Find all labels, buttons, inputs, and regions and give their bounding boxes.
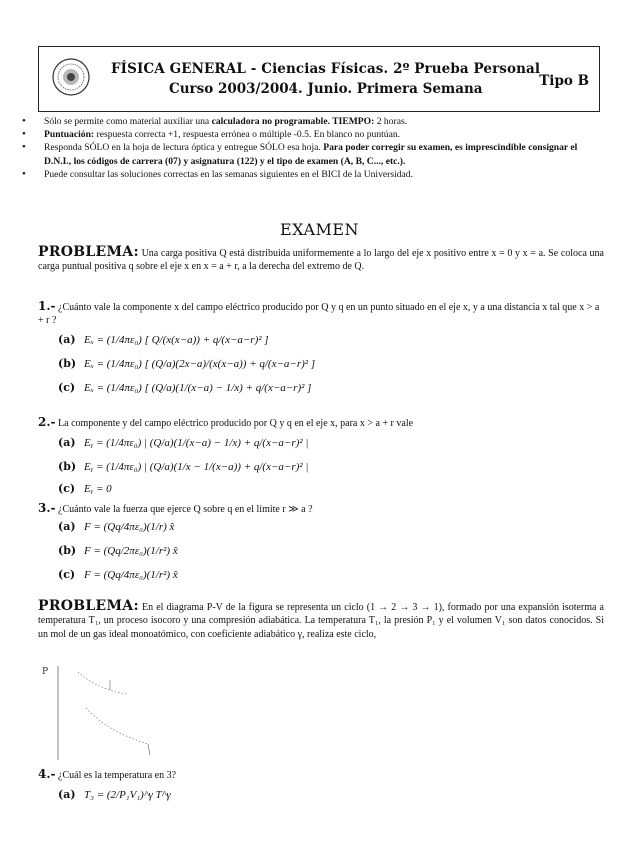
q2-option-a: (a) Eᵧ = (1/4πε₀) | (Q/a)(1/(x−a) − 1/x) + q/(x−a−r)² | bbox=[58, 436, 309, 449]
instruction-item: • Sólo se permite como material auxiliar una calculadora no programable. TIEMPO: 2 horas. bbox=[22, 115, 602, 128]
question-1: 1.- ¿Cuánto vale la componente x del campo eléctrico producido por Q y q en un punto situado en el eje x, y a una distancia x tal que x > a + r ? bbox=[38, 299, 600, 327]
q3-option-b: (b) F = (Qq/2πε₀)(1/r²) x̂ bbox=[58, 544, 178, 557]
question-4: 4.- ¿Cuál es la temperatura en 3? bbox=[38, 767, 177, 781]
pv-isotherm bbox=[78, 672, 128, 694]
pv-tick bbox=[148, 744, 150, 755]
q2-option-c: (c) Eᵧ = 0 bbox=[58, 482, 112, 495]
q3-option-c: (c) F = (Qq/4πε₀)(1/r²) x̂ bbox=[58, 568, 178, 581]
instruction-item: • Puntuación: respuesta correcta +1, respuesta errónea o múltiple -0.5. En blanco no puntúan. bbox=[22, 128, 602, 141]
course-title: FÍSICA GENERAL - Ciencias Físicas. 2º Prueba Personal bbox=[111, 61, 541, 77]
question-2: 2.- La componente y del campo eléctrico producido por Q y q en el eje x, para x > a + r vale bbox=[38, 415, 414, 429]
instruction-item: • Puede consultar las soluciones correctas en las semanas siguientes en el BICI de la Universidad. bbox=[22, 168, 602, 181]
pv-axis-label: P bbox=[42, 667, 49, 677]
course-session: Curso 2003/2004. Junio. Primera Semana bbox=[169, 81, 483, 97]
q2-option-b: (b) Eᵧ = (1/4πε₀) | (Q/a)(1/x − 1/(x−a)) + q/(x−a−r)² | bbox=[58, 460, 309, 473]
q1-option-c: (c) Eₓ = (1/4πε₀) [ (Q/a)(1/(x−a) − 1/x) + q/(x−a−r)² ] bbox=[58, 381, 312, 394]
header-box bbox=[38, 46, 600, 112]
pv-adiabat bbox=[86, 708, 148, 744]
university-seal-icon bbox=[51, 57, 91, 97]
q4-option-a: (a) T₃ = (2/P₁V₁)^γ T^γ bbox=[58, 788, 171, 801]
question-3: 3.- ¿Cuánto vale la fuerza que ejerce Q sobre q en el límite r ≫ a ? bbox=[38, 501, 313, 515]
q1-option-a: (a) Eₓ = (1/4πε₀) [ Q/(x(x−a)) + q/(x−a−r)² ] bbox=[58, 333, 269, 346]
pv-diagram bbox=[38, 660, 188, 760]
exam-heading: EXAMEN bbox=[279, 220, 360, 239]
exam-type: Tipo B bbox=[539, 73, 589, 89]
instructions-list bbox=[22, 115, 602, 181]
q3-option-a: (a) F = (Qq/4πε₀)(1/r) x̂ bbox=[58, 520, 175, 533]
problem-1-statement: PROBLEMA: Una carga positiva Q está distribuida uniformemente a lo largo del eje x positivo entre x = 0 y x = a. Se coloca una carga puntual positiva q sobre el eje x en x = a + r, a la derecha del extremo de Q. bbox=[38, 244, 604, 273]
problem-2-statement: PROBLEMA: En el diagrama P-V de la figura se representa un ciclo (1 → 2 → 3 → 1), formado por una expansión isoterma a temperatura T₁, un proceso isocoro y una compresión adiabática. La temperatura T₁, la presión P₁ y el volumen V₁ son datos conocidos. Si un mol de un gas ideal monoatómico, con coeficiente adiabático γ, realiza este ciclo, bbox=[38, 598, 604, 640]
q1-option-b: (b) Eₓ = (1/4πε₀) [ (Q/a)(2x−a)/(x(x−a)) + q/(x−a−r)² ] bbox=[58, 357, 316, 370]
instruction-item: • Responda SÓLO en la hoja de lectura óptica y entregue SÓLO esa hoja. Para poder corregir su examen, es imprescindible consignar el D.N.I., los códigos de carrera (07) y asignatura (122) y el tipo de examen (A, B, C..., etc.). bbox=[22, 141, 602, 167]
